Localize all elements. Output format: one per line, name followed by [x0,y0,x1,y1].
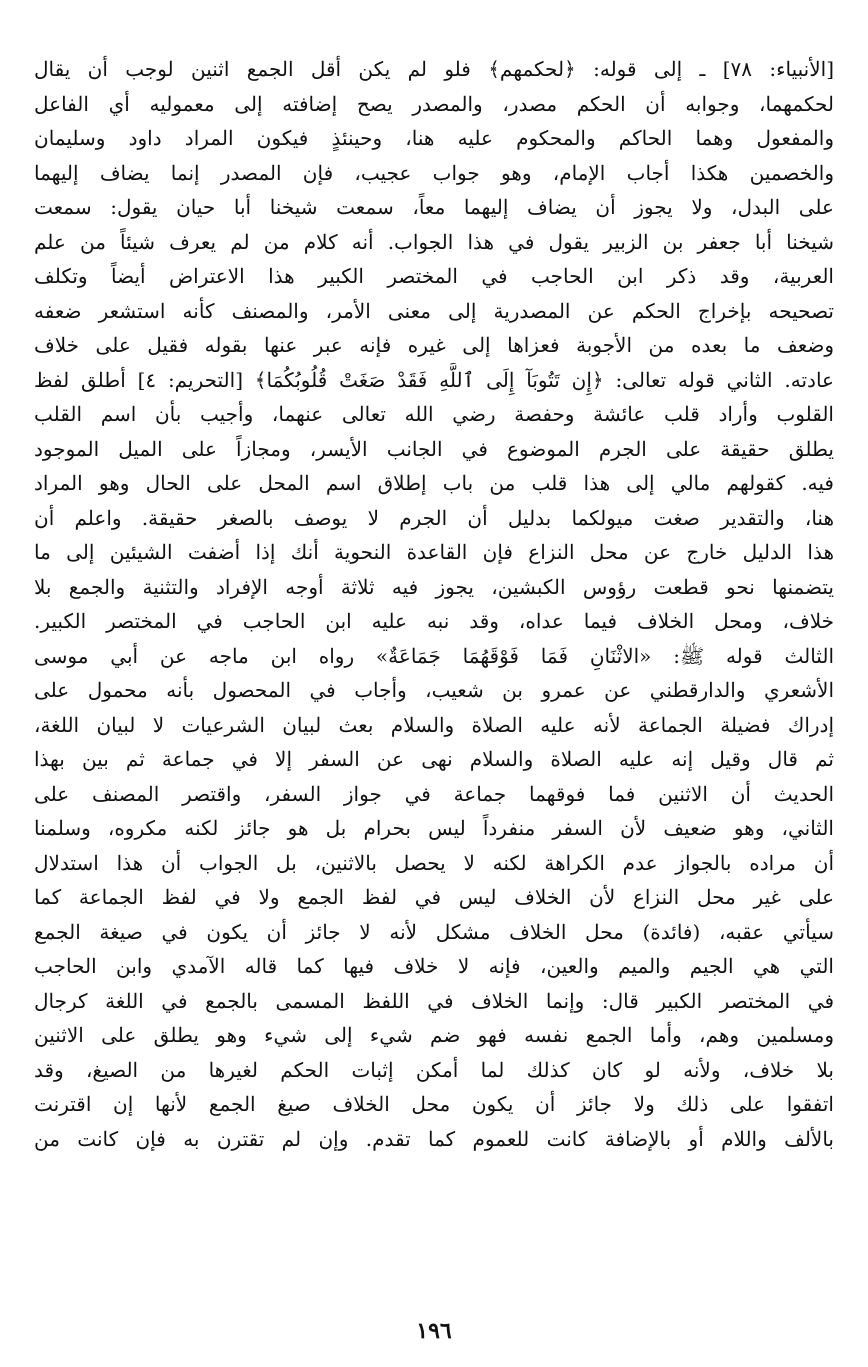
text-line: في المختصر الكبير قال: وإنما الخلاف في اللفظ المسمى بالجمع في اللغة كرجال [34,988,834,1013]
text-line: على البدل، ولا يجوز أن يضاف إليهما معاً، سمعت شيخنا أبا حيان يقول: سمعت [34,195,834,219]
text-line: هنا، والتقدير صغت ميولكما بدليل أن الجرم لا يوصف بالصغر حقيقة. واعلم أن [34,505,834,530]
text-line: هذا الدليل خارج عن محل النزاع فإن القاعدة النحوية أنك إذا أضفت الشيئين إلى ما [34,540,834,564]
text-line: وضعف ما بعده من الأجوبة فعزاها إلى غيره فإنه عبر عنها بقوله فقيل على خلاف [34,333,834,357]
text-line: إدراك فضيلة الجماعة لأنه عليه الصلاة والسلام بعث لبيان الشرعيات لا لبيان اللغة، [34,712,834,737]
text-line: ثم قال وقيل إنه عليه الصلاة والسلام نهى عن السفر إلا في جماعة ثم بين بهذا [34,747,834,771]
text-line: الثالث قوله ﷺ: «الاثْنَانِ فَمَا فَوْقَهُمَا جَمَاعَةٌ» رواه ابن ماجه عن أبي موسى [34,643,834,668]
text-line: أن مراده بالجواز عدم الكراهة لكنه لا يحصل بالاثنين، بل الجواب أن هذا استدلال [34,850,834,875]
text-line: القلوب وأراد قلب عائشة وحفصة رضي الله تعالى عنهما، وأجيب بأن اسم القلب [34,402,834,426]
page-body [34,52,834,1312]
text-line: عادته. الثاني قوله تعالى: ﴿إِن تَتُوبَآ إِلَى ٱللَّهِ فَقَدْ صَغَتْ قُلُوبُكُمَا﴾ [التحريم: ٤] أطلق لفظ [34,367,834,392]
text-line: الحديث أن الاثنين فما فوقهما جماعة في جواز السفر، واقتصر المصنف على [34,781,834,806]
text-line: والخصمين هكذا أجاب الإمام، وهو جواب عجيب، فإن المصدر إنما يضاف إليهما [34,160,834,185]
text-line: سيأتي عقبه، (فائدة) محل الخلاف مشكل لأنه لا جائز أن يكون في صيغة الجمع [34,919,834,944]
text-line: بالألف واللام أو بالإضافة كانت للعموم كما تقدم. وإن لم تقترن به فإن كانت من [34,1126,834,1151]
text-line: بلا خلاف، ولأنه لو كان كذلك لما أمكن إثبات الحكم لغيرها من الصيغ، وقد [34,1057,834,1082]
text-line: ومسلمين وهم، وأما الجمع نفسه فهو ضم شيء إلى شيء وهو يطلق على الاثنين [34,1023,834,1047]
text-line: يتضمنها نحو قطعت رؤوس الكبشين، يجوز فيه ثلاثة أوجه الإفراد والتثنية والجمع بلا [34,574,834,599]
main-text [34,52,834,1156]
text-line: اتفقوا على ذلك ولا جائز أن يكون محل الخلاف صيغ الجمع لأنها إن اقترنت [34,1092,834,1116]
text-line: على غير محل النزاع لأن الخلاف ليس في لفظ الجمع ولا في لفظ الجماعة كما [34,885,834,909]
text-line: الثاني، وهو ضعيف لأن السفر منفرداً ليس بحرام بل هو جائز لكنه مكروه، وسلمنا [34,816,834,840]
text-line: يطلق حقيقة على الجرم الموضوع في الجانب الأيسر، ومجازاً على الميل الموجود [34,436,834,461]
text-line: [الأنبياء: ٧٨] ـ إلى قوله: ﴿لحكمهم﴾ فلو لم يكن أقل الجمع اثنين لوجب أن يقال [34,57,834,81]
page-number: ١٩٦ [416,1318,452,1344]
text-line: والمفعول وهما الحاكم والمحكوم عليه هنا، وحينئذٍ فيكون المراد داود وسليمان [34,126,834,150]
text-line: فيه. كقولهم مالي إلى هذا قلب من باب إطلاق اسم المحل على الحال وهو المراد [34,471,834,495]
text-line: شيخنا أبا جعفر بن الزبير يقول في هذا الجواب. أنه كلام من لم يعرف شيئاً من علم [34,229,834,254]
text-line: التي هي الجيم والميم والعين، فإنه لا خلاف فيها كما قاله الآمدي وابن الحاجب [34,954,834,978]
text-line: تصحيحه بإخراج الحكم عن المصدرية إلى معنى الأمر، والمصنف كأنه استشعر ضعفه [34,298,834,323]
text-line: خلاف، ومحل الخلاف فيما عداه، وقد نبه عليه ابن الحاجب في المختصر الكبير. [34,609,834,633]
text-line: لحكمهما، وجوابه أن الحكم مصدر، والمصدر يصح إضافته إلى معموليه أي الفاعل [34,91,834,116]
text-line: الأشعري والدارقطني عن عمرو بن شعيب، وأجاب في المحصول بأنه محمول على [34,678,834,702]
text-line: العربية، وقد ذكر ابن الحاجب في المختصر الكبير هذا الاعتراض أيضاً وتكلف [34,264,834,288]
